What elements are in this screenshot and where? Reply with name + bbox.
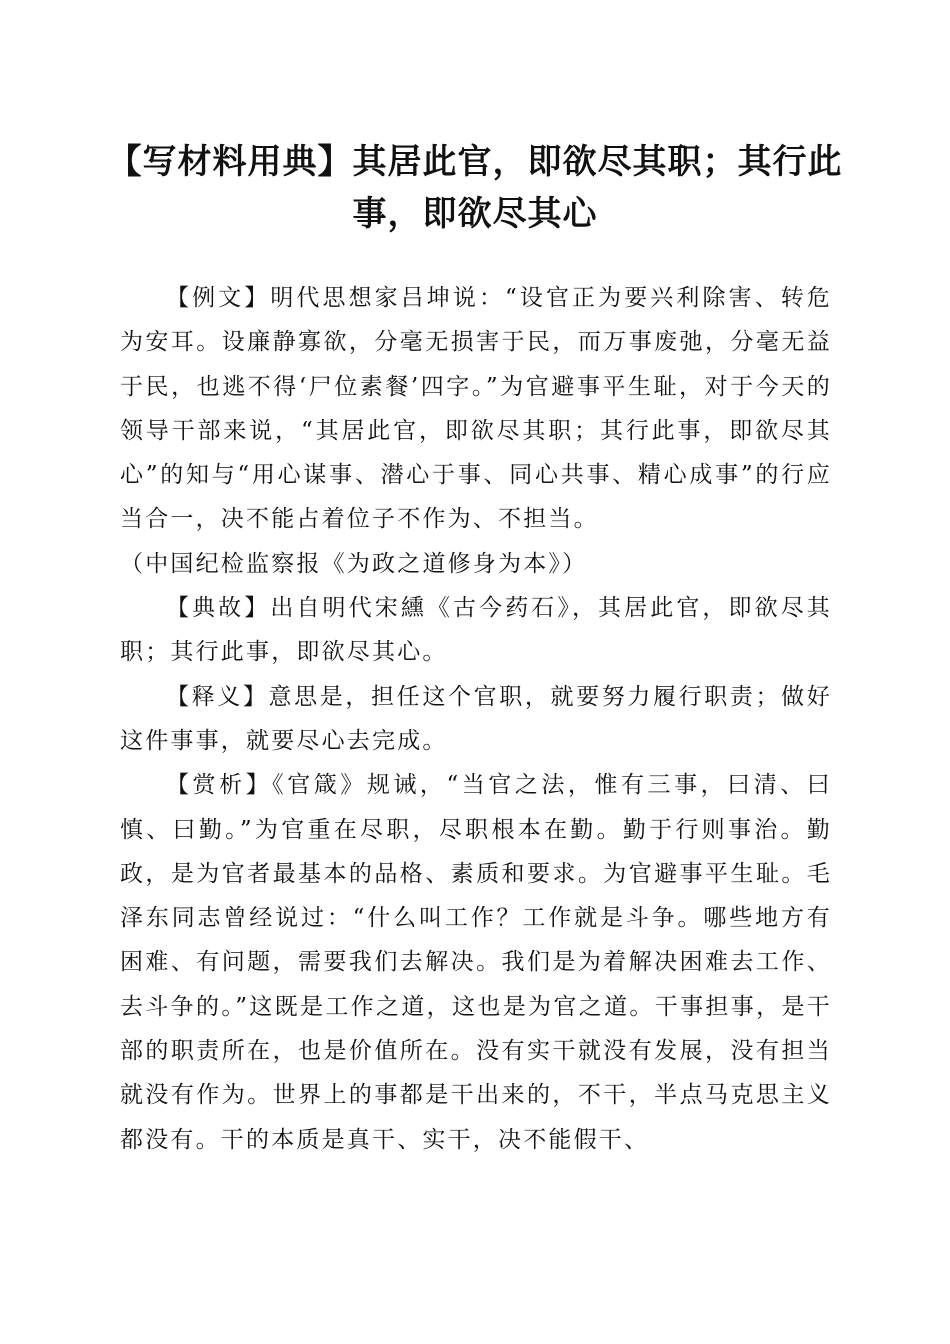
paragraph-analysis: 【赏析】《官箴》规诫，“当官之法，惟有三事，曰清、曰慎、曰勤。”为官重在尽职，尽职根本在勤。勤于行则事治。勤政，是为官者最基本的品格、素质和要求。为官避事平生耻。毛泽东同志曾经说过：“什么叫工作？工作就是斗争。哪些地方有困难、有问题，需要我们去解决。我们是为着解决困难去工作、去斗争的。”这既是工作之道，这也是为官之道。干事担事，是干部的职责所在，也是价值所在。没有实干就没有发展，没有担当就没有作为。世界上的事都是干出来的，不干，半点马克思主义都没有。干的本质是真干、实干，决不能假干、	[120, 772, 832, 1153]
paragraph-source: （中国纪检监察报《为政之道修身为本》）	[120, 550, 588, 577]
paragraph-example: 【例文】明代思想家吕坤说：“设官正为要兴利除害、转危为安耳。设廉静寡欲，分毫无损害于民，而万事废弛，分毫无益于民，也逃不得‘尸位素餐’四字。”为官避事平生耻，对于今天的领导干部来说，“其居此官，即欲尽其职；其行此事，即欲尽其心”的知与“用心谋事、潜心于事、同心共事、精心成事”的行应当合一，决不能占着位子不作为、不担当。	[120, 285, 832, 533]
document-title: 【写材料用典】其居此官，即欲尽其职；其行此事，即欲尽其心	[107, 142, 843, 234]
document-body	[120, 276, 832, 1162]
paragraph-origin: 【典故】出自明代宋纁《古今药石》，其居此官，即欲尽其职；其行此事，即欲尽其心。	[120, 595, 832, 666]
paragraph-meaning: 【释义】意思是，担任这个官职，就要努力履行职责；做好这件事事，就要尽心去完成。	[120, 683, 832, 754]
